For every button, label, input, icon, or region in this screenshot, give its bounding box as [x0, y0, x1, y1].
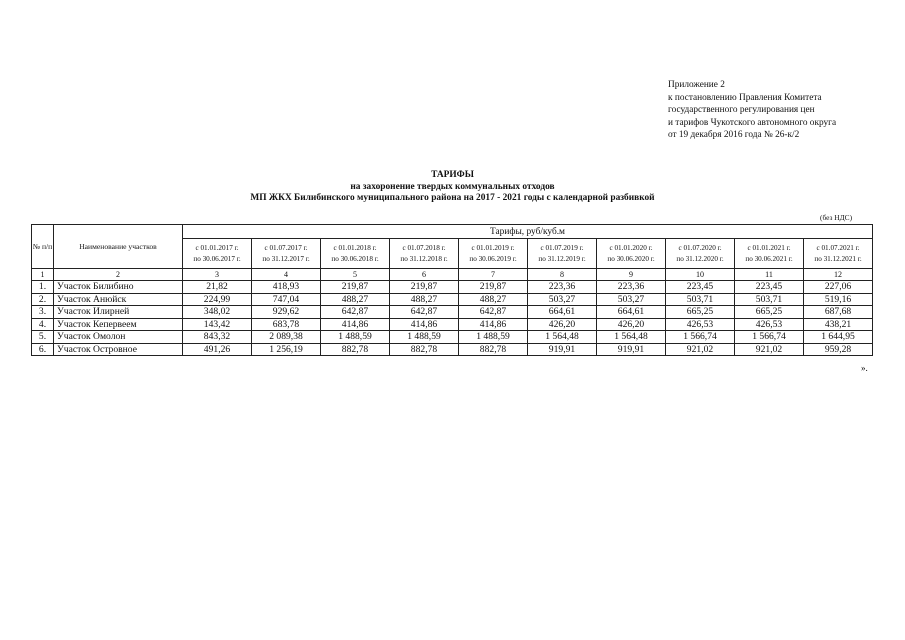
tariff-cell: 223,45	[735, 281, 804, 294]
tariff-cell: 488,27	[459, 293, 528, 306]
row-number: 6.	[32, 343, 54, 356]
period-from: с 01.07.2019 г.	[540, 244, 584, 252]
column-number: 4	[252, 269, 321, 281]
period-to: по 31.12.2020 г.	[676, 254, 724, 263]
column-number: 12	[804, 269, 873, 281]
tariff-cell: 1 564,48	[528, 331, 597, 344]
table-row	[32, 293, 873, 306]
tariff-cell: 1 488,59	[390, 331, 459, 344]
document-title	[0, 170, 905, 205]
tariff-cell: 747,04	[252, 293, 321, 306]
table-row	[32, 281, 873, 294]
tariff-cell: 959,28	[804, 343, 873, 356]
tariff-cell: 1 488,59	[459, 331, 528, 344]
period-to: по 31.12.2019 г.	[538, 254, 586, 263]
tariff-cell: 503,71	[666, 293, 735, 306]
header-period	[528, 239, 597, 269]
appendix-line: к постановлению Правления Комитета	[668, 92, 822, 103]
header-period	[597, 239, 666, 269]
column-number: 10	[666, 269, 735, 281]
period-to: по 31.12.2018 г.	[400, 254, 448, 263]
tariff-cell: 665,25	[735, 306, 804, 319]
tariff-cell: 503,71	[735, 293, 804, 306]
tariff-cell: 227,06	[804, 281, 873, 294]
tariff-cell: 519,16	[804, 293, 873, 306]
tariff-cell: 503,27	[597, 293, 666, 306]
tariff-cell: 426,53	[666, 318, 735, 331]
end-quote-mark: ».	[861, 363, 868, 373]
header-period	[804, 239, 873, 269]
tariff-cell: 488,27	[321, 293, 390, 306]
row-number: 1.	[32, 281, 54, 294]
period-to: по 30.06.2017 г.	[193, 254, 241, 263]
header-name: Наименование участков	[54, 225, 183, 269]
tariff-cell: 219,87	[459, 281, 528, 294]
row-number: 3.	[32, 306, 54, 319]
site-name: Участок Анюйск	[54, 293, 183, 306]
period-from: с 01.01.2020 г.	[609, 244, 653, 252]
header-period	[735, 239, 804, 269]
tariff-cell: 414,86	[390, 318, 459, 331]
period-to: по 31.12.2021 г.	[814, 254, 862, 263]
column-number: 6	[390, 269, 459, 281]
column-number: 7	[459, 269, 528, 281]
period-from: с 01.01.2019 г.	[471, 244, 515, 252]
header-period	[183, 239, 252, 269]
tariff-cell: 919,91	[597, 343, 666, 356]
period-from: с 01.01.2021 г.	[747, 244, 791, 252]
column-number-row	[32, 269, 873, 281]
tariff-cell: 882,78	[321, 343, 390, 356]
tariff-cell: 414,86	[459, 318, 528, 331]
tariff-cell: 642,87	[459, 306, 528, 319]
tariff-cell: 843,32	[183, 331, 252, 344]
tariff-cell: 921,02	[735, 343, 804, 356]
tariff-cell: 665,25	[666, 306, 735, 319]
tariff-cell: 491,26	[183, 343, 252, 356]
tariff-cell: 1 564,48	[597, 331, 666, 344]
header-row	[32, 225, 873, 239]
site-name: Участок Островное	[54, 343, 183, 356]
period-from: с 01.07.2021 г.	[816, 244, 860, 252]
title-line: ТАРИФЫ	[431, 170, 474, 180]
title-line: на захоронение твердых коммунальных отходов	[350, 181, 555, 192]
header-tariffs: Тарифы, руб/куб.м	[183, 225, 873, 239]
column-number: 5	[321, 269, 390, 281]
tariff-cell: 642,87	[321, 306, 390, 319]
column-number: 2	[54, 269, 183, 281]
table-row	[32, 318, 873, 331]
tariff-cell: 438,21	[804, 318, 873, 331]
header-no: № п/п	[32, 225, 54, 269]
tariff-cell: 418,93	[252, 281, 321, 294]
period-to: по 30.06.2019 г.	[469, 254, 517, 263]
tariff-cell: 664,61	[597, 306, 666, 319]
tariff-cell: 642,87	[390, 306, 459, 319]
period-to: по 31.12.2017 г.	[262, 254, 310, 263]
tariff-cell: 219,87	[390, 281, 459, 294]
period-from: с 01.07.2017 г.	[264, 244, 308, 252]
tariff-cell: 348,02	[183, 306, 252, 319]
tariff-cell: 929,62	[252, 306, 321, 319]
tariff-cell: 21,82	[183, 281, 252, 294]
vat-note: (без НДС)	[820, 213, 853, 222]
header-period	[666, 239, 735, 269]
tariff-cell: 219,87	[321, 281, 390, 294]
tariff-cell: 143,42	[183, 318, 252, 331]
tariff-cell: 224,99	[183, 293, 252, 306]
tariff-cell: 1 566,74	[735, 331, 804, 344]
site-name: Участок Илирней	[54, 306, 183, 319]
title-line: МП ЖКХ Билибинского муниципального района на 2017 - 2021 годы с календарной разбивкой	[250, 193, 655, 204]
tariff-cell: 223,36	[597, 281, 666, 294]
period-from: с 01.01.2017 г.	[195, 244, 239, 252]
column-number: 11	[735, 269, 804, 281]
period-to: по 30.06.2020 г.	[607, 254, 655, 263]
tariff-cell: 664,61	[528, 306, 597, 319]
period-from: с 01.07.2020 г.	[678, 244, 722, 252]
tariff-cell: 223,36	[528, 281, 597, 294]
tariff-cell: 1 644,95	[804, 331, 873, 344]
period-from: с 01.01.2018 г.	[333, 244, 377, 252]
header-period	[390, 239, 459, 269]
tariff-cell: 921,02	[666, 343, 735, 356]
tariff-cell: 488,27	[390, 293, 459, 306]
appendix-note	[668, 79, 836, 142]
column-number: 8	[528, 269, 597, 281]
column-number: 1	[32, 269, 54, 281]
tariff-cell: 882,78	[459, 343, 528, 356]
column-number: 9	[597, 269, 666, 281]
tariff-cell: 1 566,74	[666, 331, 735, 344]
tariff-cell: 426,53	[735, 318, 804, 331]
tariff-cell: 882,78	[390, 343, 459, 356]
header-period	[459, 239, 528, 269]
tariff-cell: 683,78	[252, 318, 321, 331]
site-name: Участок Билибино	[54, 281, 183, 294]
tariff-cell: 426,20	[528, 318, 597, 331]
tariff-cell: 2 089,38	[252, 331, 321, 344]
row-number: 5.	[32, 331, 54, 344]
tariff-cell: 414,86	[321, 318, 390, 331]
tariff-cell: 223,45	[666, 281, 735, 294]
appendix-line: Приложение 2	[668, 80, 725, 90]
row-number: 2.	[32, 293, 54, 306]
tariff-cell: 687,68	[804, 306, 873, 319]
appendix-line: государственного регулирования цен	[668, 105, 815, 116]
tariff-cell: 426,20	[597, 318, 666, 331]
tariff-cell: 1 256,19	[252, 343, 321, 356]
table-row	[32, 343, 873, 356]
tariff-cell: 919,91	[528, 343, 597, 356]
tariff-table	[31, 224, 873, 356]
tariff-cell: 503,27	[528, 293, 597, 306]
header-period	[321, 239, 390, 269]
row-number: 4.	[32, 318, 54, 331]
period-to: по 30.06.2018 г.	[331, 254, 379, 263]
table-row	[32, 306, 873, 319]
site-name: Участок Кепервеем	[54, 318, 183, 331]
header-period	[252, 239, 321, 269]
column-number: 3	[183, 269, 252, 281]
period-to: по 30.06.2021 г.	[745, 254, 793, 263]
appendix-line: от 19 декабря 2016 года № 26-к/2	[668, 130, 800, 141]
period-from: с 01.07.2018 г.	[402, 244, 446, 252]
appendix-line: и тарифов Чукотского автономного округа	[668, 117, 837, 128]
tariff-cell: 1 488,59	[321, 331, 390, 344]
site-name: Участок Омолон	[54, 331, 183, 344]
table-row	[32, 331, 873, 344]
